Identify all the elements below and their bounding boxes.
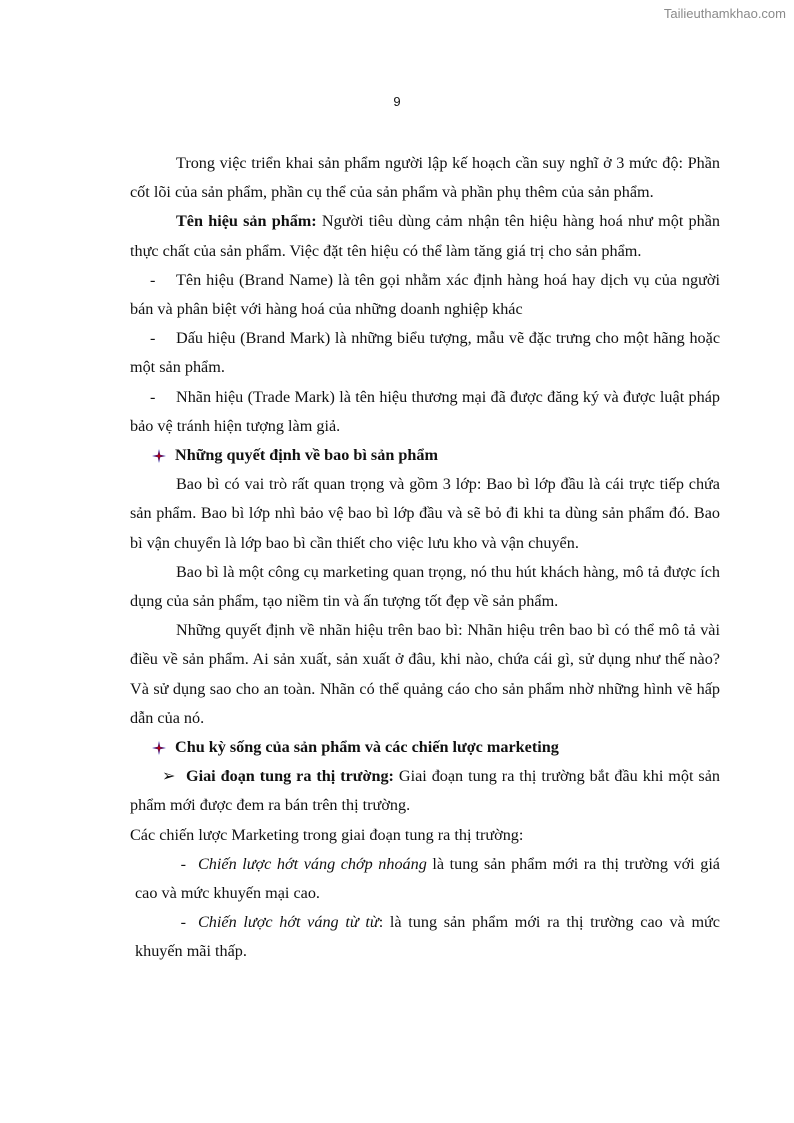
- paragraph-brand: [130, 207, 720, 265]
- dash-bullet: -: [150, 270, 156, 289]
- list-item-text: Nhãn hiệu (Trade Mark) là tên hiệu thương mại đã được đăng ký và được luật pháp bảo vệ tránh hiện tượng làm giả.: [130, 387, 720, 435]
- star-bullet-icon: [152, 449, 166, 463]
- list-item-text: Dấu hiệu (Brand Mark) là những biểu tượng, mẫu vẽ đặc trưng cho một hãng hoặc một sản phẩm.: [130, 329, 720, 377]
- strategy-text: : là tung sản phẩm mới ra thị trường cao và mức khuyến mãi thấp.: [135, 913, 720, 961]
- dash-bullet: -: [180, 854, 186, 873]
- paragraph-strategies-intro: Các chiến lược Marketing trong giai đoạn tung ra thị trường:: [130, 825, 524, 844]
- list-item-brand-mark: [130, 324, 720, 382]
- heading-text: Chu kỳ sống của sản phẩm và các chiến lược marketing: [175, 738, 559, 757]
- arrow-bullet-icon: ➢: [162, 767, 176, 786]
- paragraph-introduction-stage: [130, 762, 720, 820]
- paragraph-packaging-tool: Bao bì là một công cụ marketing quan trọng, nó thu hút khách hàng, mô tả được ích dụng của sản phẩm, tạo niềm tin và ấn tượng tốt đẹp về sản phẩm.: [130, 562, 720, 611]
- paragraph-packaging-layers: Bao bì có vai trò rất quan trọng và gồm 3 lớp: Bao bì lớp đầu là cái trực tiếp chứa sản phẩm. Bao bì lớp nhì bảo vệ bao bì lớp đầu và sẽ bỏ đi khi ta dùng sản phẩm đó. Bao bì vận chuyển là lớp bao bì cần thiết cho việc lưu kho và vận chuyển.: [130, 475, 720, 552]
- heading-text: Những quyết định về bao bì sản phẩm: [175, 446, 438, 465]
- stage-text: Giai đoạn tung ra thị trường bắt đầu khi một sản phẩm mới được đem ra bán trên thị trường.: [130, 767, 721, 815]
- page-number: 9: [393, 94, 401, 109]
- strategy-term: Chiến lược hớt váng từ từ: [198, 913, 379, 932]
- dash-bullet: -: [180, 913, 186, 932]
- dash-bullet: -: [150, 329, 156, 348]
- stage-term: Giai đoạn tung ra thị trường:: [186, 767, 394, 786]
- star-bullet-icon: [152, 741, 166, 755]
- brand-term: Tên hiệu sản phẩm:: [176, 212, 317, 231]
- dash-bullet: -: [150, 387, 156, 406]
- heading-packaging: [152, 441, 720, 470]
- paragraph-packaging-label: Những quyết định về nhãn hiệu trên bao bì: Nhãn hiệu trên bao bì có thể mô tả vài điều về sản phẩm. Ai sản xuất, sản xuất ở đâu, khi nào, chứa cái gì, sử dụng như thế nào? Và sử dụng sao cho an toàn. Nhãn có thể quảng cáo cho sản phẩm nhờ những hình vẽ hấp dẫn của nó.: [130, 621, 720, 727]
- document-body: [130, 149, 720, 967]
- strategy-term: Chiến lược hớt váng chớp nhoáng: [198, 854, 427, 873]
- list-item-text: Tên hiệu (Brand Name) là tên gọi nhằm xác định hàng hoá hay dịch vụ của người bán và phân biệt với hàng hoá của những doanh nghiệp khác: [130, 270, 720, 319]
- list-item-brand-name: [130, 266, 720, 324]
- strategy-rapid-skimming: [135, 850, 720, 908]
- strategy-slow-skimming: [135, 908, 720, 966]
- list-item-trade-mark: [130, 383, 720, 441]
- paragraph-intro: Trong việc triển khai sản phẩm người lập kế hoạch cần suy nghĩ ở 3 mức độ: Phần cốt lõi của sản phẩm, phần cụ thể của sản phẩm và phần phụ thêm của sản phẩm.: [130, 154, 720, 202]
- strategy-text: là tung sản phẩm mới ra thị trường với giá cao và mức khuyến mại cao.: [135, 854, 720, 903]
- brand-text: Người tiêu dùng cảm nhận tên hiệu hàng hoá như một phần thực chất của sản phẩm. Việc đặt tên hiệu có thể làm tăng giá trị cho sản phẩm.: [130, 212, 720, 260]
- heading-lifecycle: [152, 733, 720, 762]
- watermark: Tailieuthamkhao.com: [663, 6, 786, 21]
